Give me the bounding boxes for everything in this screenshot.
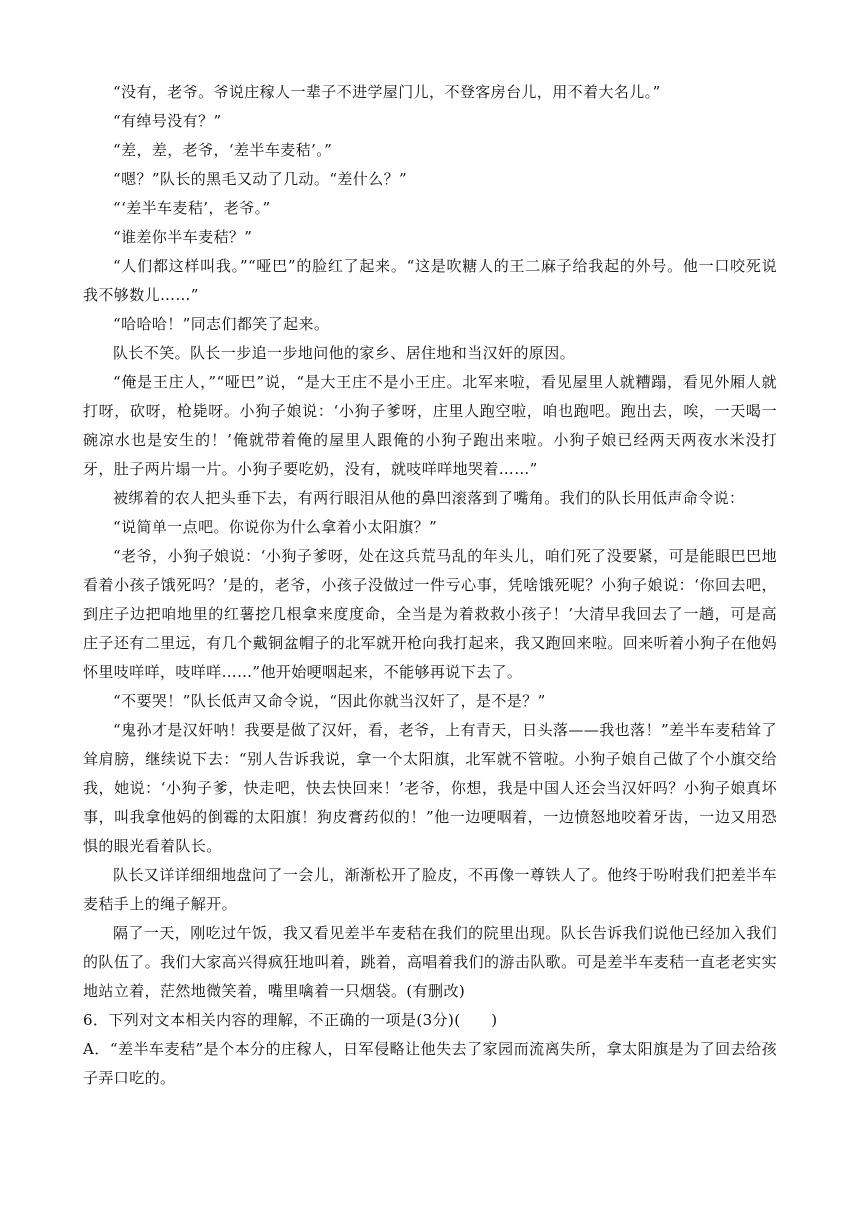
paragraph: “差，差，老爷，‘差半车麦秸’。” <box>113 141 333 159</box>
paragraph: 队长不笑。队长一步追一步地问他的家乡、居住地和当汉奸的原因。 <box>113 344 576 362</box>
answer-option-a: A．“差半车麦秸”是个本分的庄稼人，日军侵略让他失去了家园而流离失所，拿太阳旗是为了回去给孩子弄口吃的。 <box>83 1040 777 1087</box>
paragraph: “哈哈哈！”同志们都笑了起来。 <box>113 315 330 333</box>
paragraph: “说简单一点吧。你说你为什么拿着小太阳旗？” <box>113 518 438 536</box>
paragraph: “俺是王庄人，”“哑巴”说，“是大王庄不是小王庄。北军来啦，看见屋里人就糟蹋，看见外厢人就打呀，砍呀，枪毙呀。小狗子娘说：‘小狗子爹呀，庄里人跑空啦，咱也跑吧。跑出去，唉，一天喝一碗凉水也是安生的！’俺就带着俺的屋里人跟俺的小狗子跑出来啦。小狗子娘已经两天两夜水米没打牙，肚子两片塌一片。小狗子要吃奶，没有，就吱咩咩地哭着……” <box>83 373 777 478</box>
paragraph: “有绰号没有？” <box>113 112 222 130</box>
question-stem: 6．下列对文本相关内容的理解，不正确的一项是(3分)( ) <box>83 1011 498 1029</box>
paragraph: “‘差半车麦秸’，老爷。” <box>113 199 271 217</box>
paragraph: “鬼孙才是汉奸呐！我要是做了汉奸，看，老爷，上有青天，日头落——我也落！”差半车麦秸耸了耸肩膀，继续说下去：“别人告诉我说，拿一个太阳旗，北军就不管啦。小狗子娘自己做了个小旗交给我，她说：‘小狗子爹，快走吧，快去快回来！’老爷，你想，我是中国人还会当汉奸吗？小狗子娘真坏事，叫我拿他妈的倒霉的太阳旗！狗皮膏药似的！”他一边哽咽着，一边愤怒地咬着牙齿，一边又用恐惧的眼光看着队长。 <box>83 721 777 855</box>
paragraph: “谁差你半车麦秸？” <box>113 228 253 246</box>
paragraph: “嗯？”队长的黑毛又动了几动。“差什么？” <box>113 170 408 188</box>
paragraph: “没有，老爷。爷说庄稼人一辈子不进学屋门儿，不登客房台儿，用不着大名儿。” <box>113 83 661 101</box>
paragraph: “不要哭！”队长低声又命令说，“因此你就当汉奸了，是不是？” <box>113 692 546 710</box>
paragraph: “人们都这样叫我。”“哑巴”的脸红了起来。“这是吹糖人的王二麻子给我起的外号。他一口咬死说我不够数儿……” <box>83 257 777 304</box>
paragraph: 被绑着的农人把头垂下去，有两行眼泪从他的鼻凹滚落到了嘴角。我们的队长用低声命令说： <box>113 489 745 507</box>
paragraph: “老爷，小狗子娘说：‘小狗子爹呀，处在这兵荒马乱的年头儿，咱们死了没要紧，可是能眼巴巴地看着小孩子饿死吗？’是的，老爷，小孩子没做过一件亏心事，凭啥饿死呢？小狗子娘说：‘你回去吧，到庄子边把咱地里的红薯挖几根拿来度度命，全当是为着救救小孩子！’大清早我回去了一趟，可是高庄子还有二里远，有几个戴铜盆帽子的北军就开枪向我打起来，我又跑回来啦。回来听着小狗子在他妈怀里吱咩咩，吱咩咩……”他开始哽咽起来，不能够再说下去了。 <box>83 547 777 681</box>
paragraph: 隔了一天，刚吃过午饭，我又看见差半车麦秸在我们的院里出现。队长告诉我们说他已经加入我们的队伍了。我们大家高兴得疯狂地叫着，跳着，高唱着我们的游击队歌。可是差半车麦秸一直老老实实地站立着，茫然地微笑着，嘴里噙着一只烟袋。(有删改) <box>83 924 777 1000</box>
article-body <box>83 78 777 1093</box>
paragraph: 队长又详详细细地盘问了一会儿，渐渐松开了脸皮，不再像一尊铁人了。他终于吩咐我们把差半车麦秸手上的绳子解开。 <box>83 866 777 913</box>
